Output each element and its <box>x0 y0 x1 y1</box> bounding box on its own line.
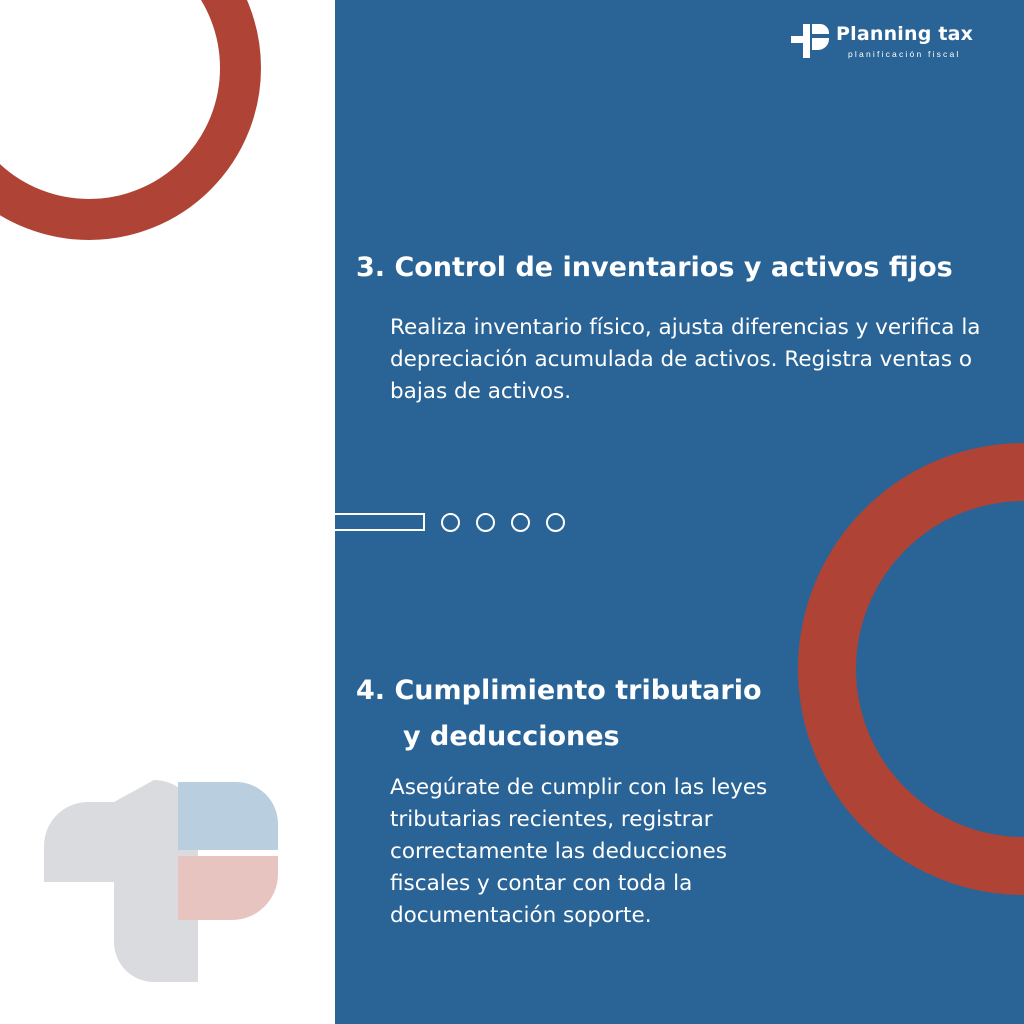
section-4-heading-line2: y deducciones <box>403 721 620 752</box>
brand-logo <box>790 20 990 64</box>
pagination-dot <box>441 513 460 532</box>
section-3-heading: 3. Control de inventarios y activos fijos <box>356 252 953 283</box>
brand-tagline: planificación fiscal <box>848 49 961 59</box>
pagination-dot <box>511 513 530 532</box>
pagination-active-bar <box>333 513 425 531</box>
section-4-heading-line1: 4. Cumplimiento tributario <box>356 675 762 706</box>
pagination-dot <box>476 513 495 532</box>
pagination-dot <box>546 513 565 532</box>
section-4-heading <box>356 668 762 760</box>
brand-watermark-icon <box>40 778 280 982</box>
planning-tax-logo-icon <box>790 22 832 60</box>
section-4-body: Asegúrate de cumplir con las leyes tributarias recientes, registrar correctamente las deducciones fiscales y contar con toda la documentación soporte. <box>390 775 768 928</box>
brand-name: Planning tax <box>836 23 974 45</box>
section-3-body: Realiza inventario físico, ajusta diferencias y verifica la depreciación acumulada de activos. Registra ventas o bajas de activos. <box>390 315 981 404</box>
pagination-indicator <box>333 510 573 536</box>
